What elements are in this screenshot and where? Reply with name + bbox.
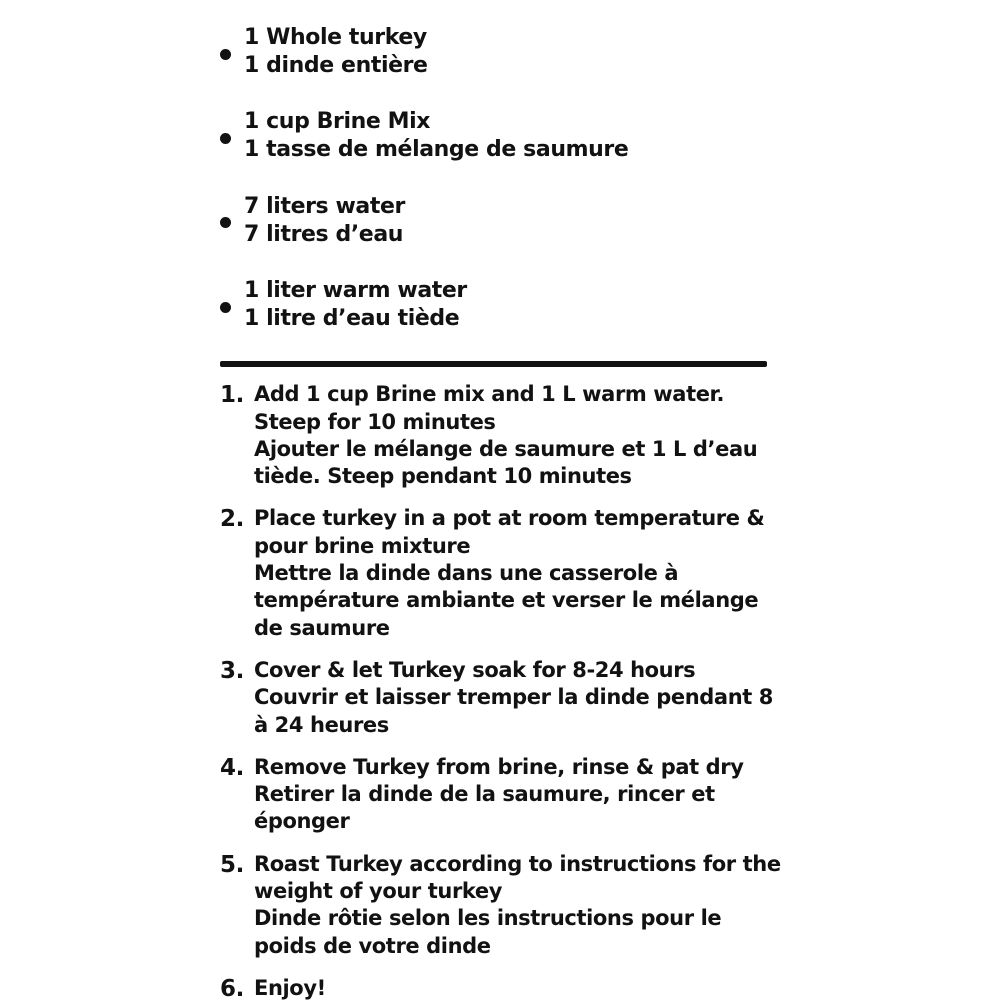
step-en: Place turkey in a pot at room temperature & pour brine mixture [254,506,765,558]
step-number: 2. [220,506,244,533]
step-text [254,975,784,1000]
ingredient-fr: 1 dinde entière [244,53,428,79]
step-number: 3. [220,657,244,684]
ingredient-en: 1 cup Brine Mix [244,109,431,135]
ingredients-list [0,0,1000,333]
ingredient-text [244,24,428,80]
step-number: 4. [220,754,244,781]
step-en: Cover & let Turkey soak for 8-24 hours [254,657,696,682]
ingredient-item [220,193,1000,249]
ingredient-en: 7 liters water [244,193,405,219]
step-en: Add 1 cup Brine mix and 1 L warm water. Steep for 10 minutes [254,382,725,434]
ingredient-en: 1 liter warm water [244,277,467,303]
bullet-icon [220,133,231,144]
step-text [254,381,784,490]
step-number: 1. [220,382,244,409]
step-number: 6. [220,975,244,1000]
bullet-icon [220,302,231,313]
ingredient-item [220,277,1000,333]
step-en: Roast Turkey according to instructions for the weight of your turkey [254,851,781,903]
ingredient-item [220,24,1000,80]
ingredient-fr: 7 litres d’eau [244,221,404,247]
ingredient-text [244,193,405,249]
ingredient-text [244,108,628,164]
step-text [254,657,784,739]
step-fr: Couvrir et laisser tremper la dinde pendant 8 à 24 heures [254,685,774,737]
step-fr: Mettre la dinde dans une casserole à température ambiante et verser le mélange de saumure [254,561,759,640]
step-text [254,754,784,836]
bullet-icon [220,49,231,60]
step-text [254,505,784,641]
step-en: Enjoy! [254,975,326,1000]
step-item [220,851,790,960]
ingredient-text [244,277,467,333]
step-item [220,657,790,739]
step-item [220,505,790,641]
step-number: 5. [220,851,244,878]
step-item [220,754,790,836]
bullet-icon [220,217,231,228]
step-item [220,381,790,490]
step-fr: Ajouter le mélange de saumure et 1 L d’eau tiède. Steep pendant 10 minutes [254,436,758,489]
step-text [254,851,784,960]
step-fr: Retirer la dinde de la saumure, rincer et éponger [254,782,715,834]
section-divider [220,361,767,367]
ingredient-fr: 1 litre d’eau tiède [244,306,460,332]
instructions-list [220,381,790,1000]
step-item [220,975,790,1000]
ingredient-en: 1 Whole turkey [244,25,427,50]
ingredient-item [220,108,1000,164]
step-en: Remove Turkey from brine, rinse & pat dry [254,754,744,779]
step-fr: Dinde rôtie selon les instructions pour le poids de votre dinde [254,906,722,958]
ingredient-fr: 1 tasse de mélange de saumure [244,137,629,163]
